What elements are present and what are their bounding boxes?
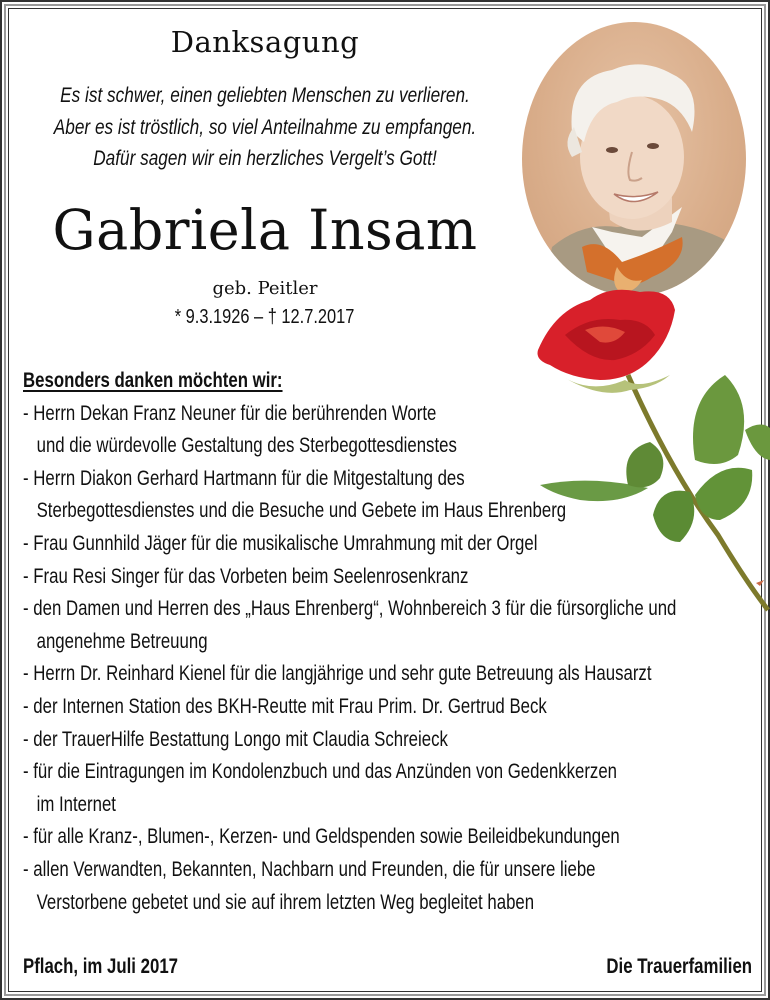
thanks-item: - für alle Kranz-, Blumen-, Kerzen- und Geldspenden sowie Beileidbekundungen xyxy=(23,825,620,849)
signature: Die Trauerfamilien xyxy=(606,955,752,978)
thanks-item: - der Internen Station des BKH-Reutte mit Frau Prim. Dr. Gertrud Beck xyxy=(23,694,547,718)
thanks-item: - allen Verwandten, Bekannten, Nachbarn und Freunden, die für unsere liebe xyxy=(23,857,596,881)
intro-text xyxy=(0,80,530,175)
thanks-item: - Frau Resi Singer für das Vorbeten beim Seelenrosenkranz xyxy=(23,564,469,588)
thanks-section xyxy=(23,365,743,919)
thanks-item: - den Damen und Herren des „Haus Ehrenberg“, Wohnbereich 3 für die fürsorgliche und xyxy=(23,597,677,621)
thanks-item: - Herrn Diakon Gerhard Hartmann für die Mitgestaltung des xyxy=(23,466,465,490)
thanks-heading: Besonders danken möchten wir: xyxy=(23,369,283,392)
maiden-name: geb. Peitler xyxy=(212,278,318,299)
life-dates xyxy=(0,306,530,329)
intro-line: Es ist schwer, einen geliebten Menschen zu verlieren. xyxy=(60,84,470,107)
thanks-item: - Frau Gunnhild Jäger für die musikalische Umrahmung mit der Orgel xyxy=(23,531,538,555)
intro-line: Dafür sagen wir ein herzliches Vergelt’s Gott! xyxy=(93,147,437,170)
thanks-item-continued: Verstorbene gebetet und sie auf ihrem letzten Weg begleitet haben xyxy=(36,890,535,914)
notice-title: Danksagung xyxy=(170,25,360,59)
deceased-name: Gabriela Insam xyxy=(52,198,478,262)
thanks-item: - der TrauerHilfe Bestattung Longo mit Claudia Schreieck xyxy=(23,727,448,751)
thanks-item-continued: und die würdevolle Gestaltung des Sterbegottesdienstes xyxy=(36,434,457,458)
thanks-item-continued: im Internet xyxy=(36,792,116,816)
place-date: Pflach, im Juli 2017 xyxy=(23,955,179,978)
portrait-photo xyxy=(522,22,746,296)
thanks-item: - Herrn Dr. Reinhard Kienel für die langjährige und sehr gute Betreuung als Hausarzt xyxy=(23,662,652,686)
thanks-item-continued: Sterbegottesdienstes und die Besuche und Gebete im Haus Ehrenberg xyxy=(36,499,567,523)
thanks-item: - für die Eintragungen im Kondolenzbuch und das Anzünden von Gedenkkerzen xyxy=(23,760,618,784)
intro-line: Aber es ist tröstlich, so viel Anteilnahme zu empfangen. xyxy=(53,115,477,139)
thanks-item-continued: angenehme Betreuung xyxy=(36,629,208,653)
thanks-item: - Herrn Dekan Franz Neuner für die berührenden Worte xyxy=(23,401,437,425)
life-dates-text: * 9.3.1926 – † 12.7.2017 xyxy=(175,306,355,328)
portrait-image xyxy=(522,22,746,296)
